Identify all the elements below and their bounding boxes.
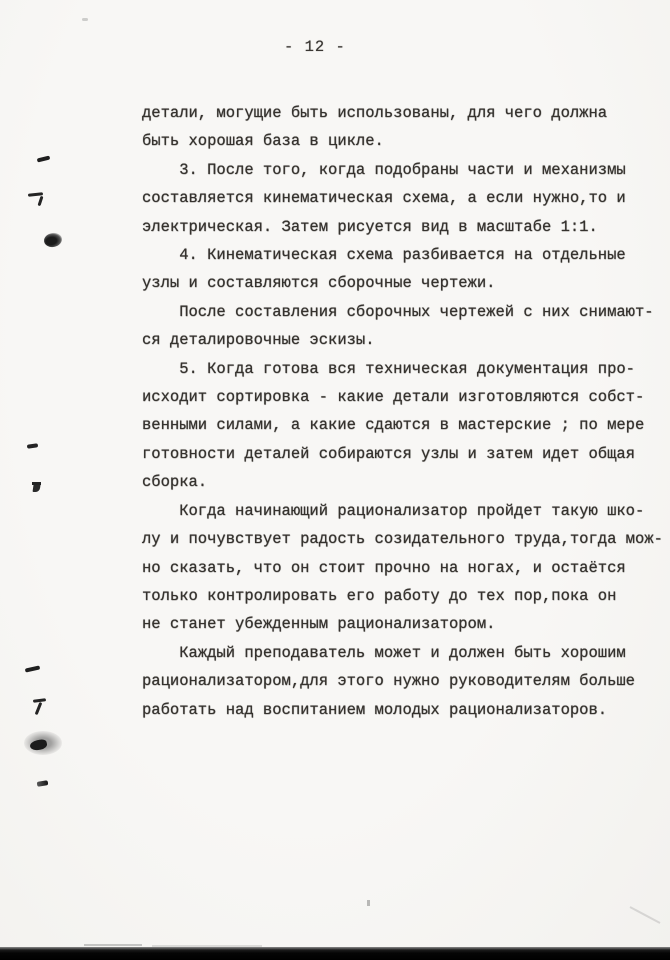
- text-line: Когда начинающий рационализатор пройдет такую шко-: [142, 501, 645, 520]
- text-line: ся деталировочные эскизы.: [142, 331, 375, 350]
- text-line: работать над воспитанием молодых рационализаторов.: [142, 700, 608, 719]
- text-line: электрическая. Затем рисуется вид в масштабе 1:1.: [142, 217, 598, 236]
- body-text: [142, 99, 662, 724]
- scan-streak: [84, 944, 142, 946]
- text-line: составляется кинематическая схема, а если нужно,то и: [142, 189, 626, 208]
- text-line: узлы и составляются сборочные чертежи.: [142, 274, 496, 293]
- text-line: но сказать, что он стоит прочно на ногах, и остаётся: [142, 558, 626, 577]
- text-line: После составления сборочных чертежей с них снимают-: [142, 302, 654, 321]
- text-line: только контролировать его работу до тех пор,пока он: [142, 586, 617, 605]
- page-number: - 12 -: [284, 38, 346, 56]
- text-line: исходит сортировка - какие детали изготовляются собст-: [142, 388, 645, 407]
- ink-smudge-mark: [37, 780, 49, 787]
- ink-smudge-mark: [25, 665, 41, 672]
- text-line: быть хорошая база в цикле.: [142, 132, 384, 151]
- text-line: сборка.: [142, 473, 208, 492]
- ink-smudge-mark: [37, 155, 51, 162]
- text-line: 3. После того, когда подобраны части и механизмы: [142, 160, 626, 179]
- ink-smudge-mark: [35, 702, 43, 715]
- ink-smudge-mark: [33, 485, 41, 492]
- text-line: Каждый преподаватель может и должен быть хорошим: [142, 643, 626, 662]
- text-line: не станет убежденным рационализатором.: [142, 615, 496, 634]
- text-line: 4. Кинематическая схема разбивается на отдельные: [142, 246, 626, 265]
- paper-speck: [367, 900, 370, 906]
- text-line: 5. Когда готова вся техническая документация про-: [142, 359, 635, 378]
- text-line: рационализатором,для этого нужно руководителям больше: [142, 672, 635, 691]
- text-line: готовности деталей собираются узлы и затем идет общая: [142, 444, 635, 463]
- ink-smudge-mark: [38, 196, 44, 206]
- scan-edge-band: [0, 947, 670, 960]
- text-line: лу и почувствует радость созидательного труда,тогда мож-: [142, 530, 663, 549]
- text-line: венными силами, а какие сдаются в мастерские ; по мере: [142, 416, 645, 435]
- scan-scratch: [630, 906, 661, 924]
- text-line: детали, могущие быть использованы, для чего должна: [142, 104, 608, 122]
- ink-blot-mark: [43, 232, 63, 249]
- ink-smudge-mark: [27, 443, 38, 448]
- paper-speck: [82, 18, 88, 21]
